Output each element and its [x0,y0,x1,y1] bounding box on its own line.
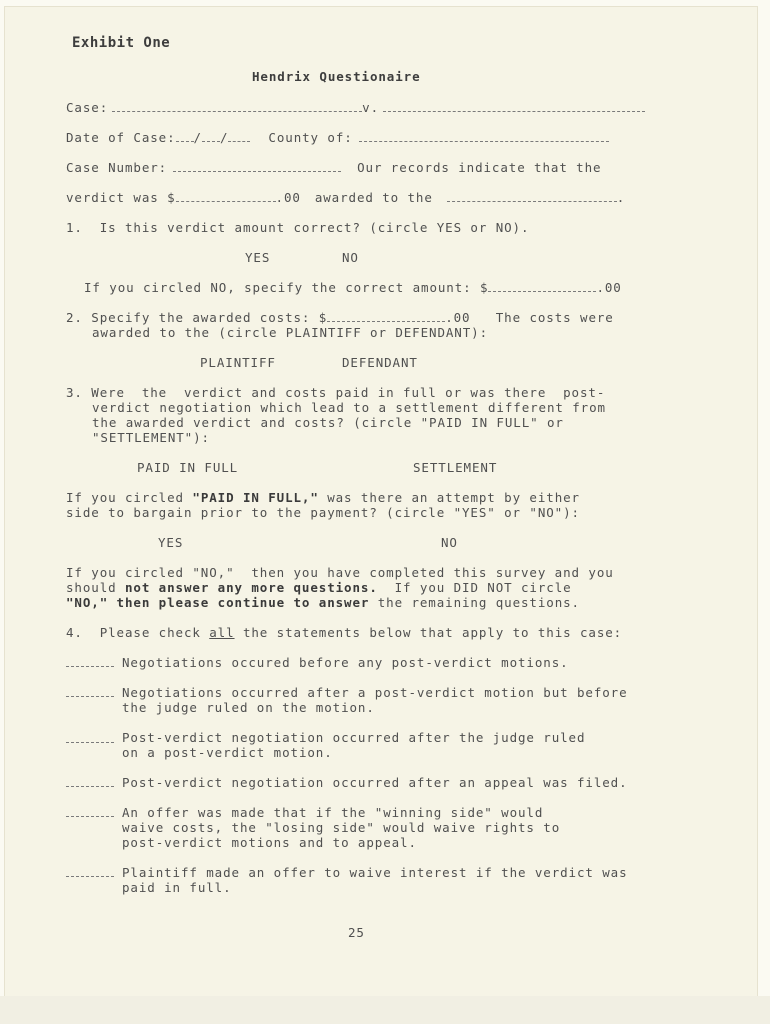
q3-line-4: "SETTLEMENT"): [92,430,210,445]
q3-option-settlement[interactable]: SETTLEMENT [413,460,498,475]
q4-item-6-checkbox[interactable] [66,866,114,877]
date-day-blank[interactable] [202,131,220,142]
q2-line-2: awarded to the (circle PLAINTIFF or DEFENDANT): [92,325,489,340]
instruction-line-2-bold: not answer any more questions. [124,580,378,595]
case-number-blank[interactable] [173,161,341,172]
exhibit-label: Exhibit One [72,35,171,51]
verdict-suffix: .00 [275,190,301,205]
case-plaintiff-blank[interactable] [112,101,362,112]
q4-item-5-line-3: post-verdict motions and to appeal. [122,835,417,850]
versus-label: v. [362,100,379,115]
questionnaire-title: Hendrix Questionaire [252,69,421,84]
q2-prefix: 2. Specify the awarded costs: $ [66,310,328,325]
q4-item-3-checkbox[interactable] [66,732,114,743]
period: . [616,190,626,205]
page-number: 25 [348,925,365,940]
date-county-row [66,130,609,145]
q1-option-yes[interactable]: YES [245,250,271,265]
case-label: Case: [66,100,109,115]
q1-followup-suffix: .00 [596,280,622,295]
q4-item-1-checkbox[interactable] [66,656,114,667]
case-row [66,100,645,115]
instruction-line-3-b: the remaining questions. [369,595,580,610]
q4-item-2-line-2: the judge ruled on the motion. [122,700,375,715]
q4-item-4-line-1: Post-verdict negotiation occurred after an appeal was filed. [122,775,628,790]
q4-item-1-line-1: Negotiations occured before any post-verdict motions. [122,655,569,670]
county-blank[interactable] [359,131,609,142]
q3b-option-no[interactable]: NO [441,535,458,550]
date-separator: / [219,130,229,145]
q3-line-2: verdict negotiation which lead to a settlement different from [92,400,606,415]
verdict-row [66,190,625,205]
awarded-to-text: awarded to the [314,190,433,205]
q4-item-2-checkbox[interactable] [66,686,114,697]
date-separator: / [193,130,202,145]
q3-line-3: the awarded verdict and costs? (circle "PAID IN FULL" or [92,415,564,430]
q3b-line-2: side to bargain prior to the payment? (circle "YES" or "NO"): [66,505,580,520]
instruction-line-3 [66,595,580,610]
q4-item-5-line-1: An offer was made that if the "winning side" would [122,805,544,820]
q4-prefix: 4. Please check [66,625,210,640]
question-4 [66,625,622,640]
q4-suffix: the statements below that apply to this case: [234,625,623,640]
q3b-line-1-b: was there an attempt by either [318,490,580,505]
awarded-party-blank[interactable] [447,191,617,202]
q1-option-no[interactable]: NO [342,250,359,265]
records-text: Our records indicate that the [357,160,602,175]
q4-item-2-line-1: Negotiations occurred after a post-verdict motion but before [122,685,628,700]
q4-item-3-line-1: Post-verdict negotiation occurred after the judge ruled [122,730,586,745]
instruction-line-2-b: If you DID NOT circle [377,580,572,595]
q2-option-defendant[interactable]: DEFENDANT [342,355,418,370]
county-label: County of: [268,130,353,145]
q2-option-plaintiff[interactable]: PLAINTIFF [200,355,276,370]
case-number-row [66,160,601,175]
q4-item-4-checkbox[interactable] [66,776,114,787]
scan-bottom-margin [0,996,770,1024]
date-month-blank[interactable] [176,131,194,142]
q3-option-paid-in-full[interactable]: PAID IN FULL [137,460,239,475]
q1-followup-prefix: If you circled NO, specify the correct amount: $ [84,280,489,295]
verdict-prefix: verdict was $ [66,190,176,205]
q3b-line-1-bold: "PAID IN FULL," [192,490,319,505]
verdict-amount-blank[interactable] [176,191,276,202]
correct-amount-blank[interactable] [488,281,596,292]
q3b-option-yes[interactable]: YES [158,535,184,550]
q4-item-5-checkbox[interactable] [66,806,114,817]
date-label: Date of Case: [66,130,176,145]
q2-suffix: .00 The costs were [445,310,614,325]
q4-item-5-line-2: waive costs, the "losing side" would waive rights to [122,820,561,835]
instruction-line-1: If you circled "NO," then you have completed this survey and you [66,565,614,580]
date-year-blank[interactable] [228,131,250,142]
q1-followup-row [84,280,622,295]
question-2-row [66,310,614,325]
instruction-line-2-a: should [66,580,125,595]
q4-underlined-all: all [209,625,235,640]
question-1: 1. Is this verdict amount correct? (circle YES or NO). [66,220,530,235]
q4-item-3-line-2: on a post-verdict motion. [122,745,333,760]
instruction-line-2 [66,580,572,595]
awarded-costs-blank[interactable] [327,311,445,322]
case-defendant-blank[interactable] [383,101,645,112]
q3-line-1: 3. Were the verdict and costs paid in full or was there post- [66,385,606,400]
q3b-line-1 [66,490,580,505]
q4-item-6-line-1: Plaintiff made an offer to waive interest if the verdict was [122,865,628,880]
q3b-line-1-a: If you circled [66,490,193,505]
q4-item-6-line-2: paid in full. [122,880,232,895]
case-number-label: Case Number: [66,160,168,175]
instruction-line-3-bold: "NO," then please continue to answer [66,595,370,610]
